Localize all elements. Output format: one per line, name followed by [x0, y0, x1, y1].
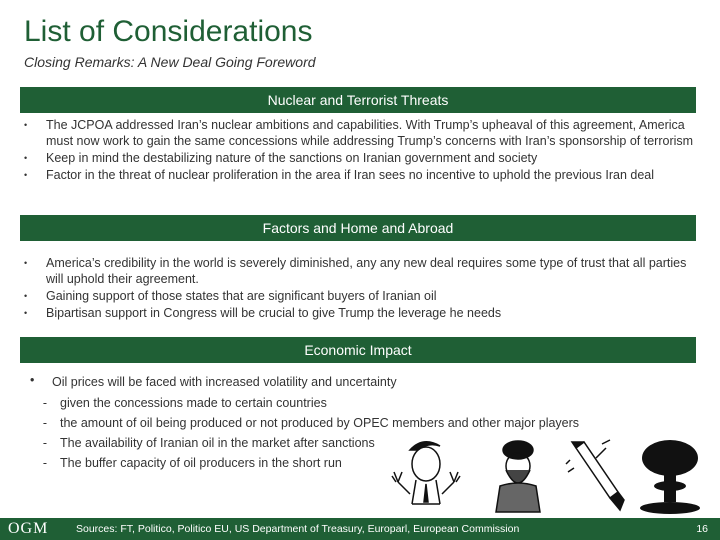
sub-list-item-text: the amount of oil being produced or not produced by OPEC members and other major players — [60, 416, 580, 430]
sub-list-item — [30, 393, 670, 413]
footer-bar — [0, 518, 720, 540]
ogm-logo: OGM — [8, 520, 49, 537]
section-heading-label: Factors and Home and Abroad — [262, 220, 454, 236]
section-heading-label: Economic Impact — [304, 342, 412, 358]
dash-icon: - — [42, 436, 48, 450]
list-item-text: Keep in mind the destabilizing nature of the sanctions on Iranian government and society — [46, 151, 538, 165]
section-heading-label: Nuclear and Terrorist Threats — [267, 92, 449, 108]
bullet-icon: • — [24, 120, 28, 130]
mushroom-cloud-icon — [640, 440, 700, 514]
list-item — [24, 305, 700, 321]
illustration-strip — [388, 436, 712, 521]
list-item — [24, 167, 700, 183]
list-item-text: Bipartisan support in Congress will be crucial to give Trump the leverage he needs — [46, 306, 502, 320]
illustration-svg — [388, 436, 712, 516]
sub-list-item-text: given the concessions made to certain countries — [60, 396, 327, 410]
list-item-text: America’s credibility in the world is severely diminished, any any new deal requires some type of trust that all parties will uphold their agreement. — [46, 256, 687, 286]
section-heading-economic — [20, 337, 696, 363]
bullet-icon: • — [24, 153, 28, 163]
bullet-icon: • — [24, 308, 28, 318]
list-item — [24, 288, 700, 304]
list-item — [24, 150, 700, 166]
bullet-icon: • — [30, 373, 35, 387]
sub-list-item-text: The buffer capacity of oil producers in the short run — [60, 456, 342, 470]
page-number: 16 — [696, 523, 708, 535]
factors-bullet-list — [24, 255, 700, 322]
dash-icon: - — [42, 456, 48, 470]
section-heading-factors — [20, 215, 696, 241]
missile-icon — [566, 440, 624, 510]
sources-text: Sources: FT, Politico, Politico EU, US Department of Treasury, Europarl, European Commission — [76, 523, 520, 535]
list-item — [24, 117, 700, 149]
dash-icon: - — [42, 416, 48, 430]
bullet-icon: • — [24, 291, 28, 301]
section-heading-nuclear — [20, 87, 696, 113]
page-title: List of Considerations — [24, 15, 313, 48]
trump-caricature-icon — [392, 442, 460, 504]
nuclear-bullet-list — [24, 117, 700, 215]
list-item — [24, 255, 700, 287]
page-subtitle: Closing Remarks: A New Deal Going Foreword — [24, 54, 316, 70]
list-item-text: Oil prices will be faced with increased volatility and uncertainty — [52, 375, 397, 389]
list-item-text: Factor in the threat of nuclear proliferation in the area if Iran sees no incentive to uphold the previous Iran deal — [46, 168, 655, 182]
list-item — [30, 372, 670, 392]
rouhani-caricature-icon — [496, 441, 540, 512]
bullet-icon: • — [24, 170, 28, 180]
sub-list-item-text: The availability of Iranian oil in the market after sanctions — [60, 436, 375, 450]
list-item-text: The JCPOA addressed Iran’s nuclear ambitions and capabilities. With Trump’s upheaval of this agreement, America must now work to gain the same concessions while addressing Trump’s concerns with Iran’s sponsorship of terrorism — [46, 118, 694, 148]
dash-icon: - — [42, 396, 48, 410]
bullet-icon: • — [24, 258, 28, 268]
sub-list-item — [30, 413, 670, 433]
list-item-text: Gaining support of those states that are significant buyers of Iranian oil — [46, 289, 437, 303]
